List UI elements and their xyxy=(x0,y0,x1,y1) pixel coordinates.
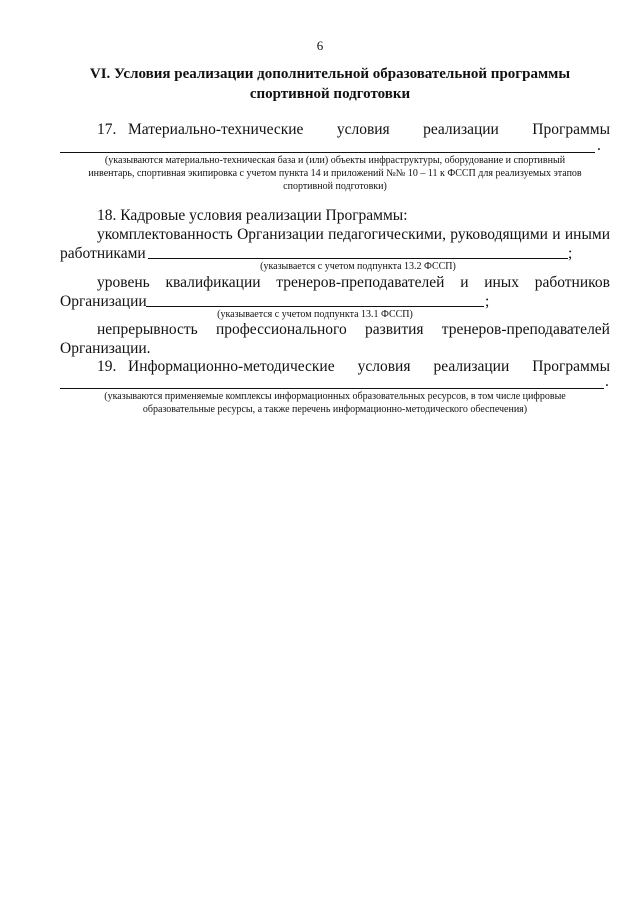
section-title-line2: спортивной подготовки xyxy=(249,86,411,102)
staffing-word: и xyxy=(552,226,561,243)
qualification-blank-line[interactable] xyxy=(146,306,484,307)
qualification-word: тренеров-преподавателей xyxy=(276,274,445,291)
continuity-word: профессионального xyxy=(215,321,347,338)
qualification-word: уровень xyxy=(97,274,150,291)
continuity-end: Организации. xyxy=(60,340,151,357)
section-title-line1: VI. Условия реализации дополнительной образовательной программы xyxy=(89,66,571,82)
staffing-word: руководящими xyxy=(450,226,548,243)
staffing-cont: работниками xyxy=(60,245,146,262)
item17-note-line3: спортивной подготовки) xyxy=(283,181,387,192)
item19-word: условия xyxy=(357,358,411,375)
staffing-word: иными xyxy=(564,226,610,243)
item17-blank-line[interactable] xyxy=(60,152,595,153)
item19-note-line1: (указываются применяемые комплексы информационных образовательных ресурсов, в том числе цифровые xyxy=(104,391,566,402)
item17-line xyxy=(128,120,610,140)
qualification-note: (указывается с учетом подпункта 13.1 ФССП) xyxy=(217,309,413,320)
qualification-word: иных xyxy=(484,274,519,291)
item19-word: Информационно-методические xyxy=(128,358,335,375)
item17-number: 17. xyxy=(97,121,117,138)
item17-word: Материально-технические xyxy=(128,121,304,138)
item17-word: реализации xyxy=(423,121,499,138)
item19-line xyxy=(128,357,610,377)
page-number: 6 xyxy=(316,38,324,53)
item19-end: . xyxy=(605,373,609,390)
item19-word: реализации xyxy=(433,358,510,375)
continuity-line xyxy=(97,320,610,340)
staffing-word: педагогическими, xyxy=(328,226,446,243)
staffing-line xyxy=(97,225,610,245)
item17-end: . xyxy=(597,137,601,154)
continuity-word: непрерывность xyxy=(97,321,198,338)
qualification-word: и xyxy=(460,274,469,291)
item17-word: Программы xyxy=(532,121,610,138)
qualification-cont: Организации xyxy=(60,293,147,310)
qualification-end: ; xyxy=(485,293,490,310)
continuity-word: развития xyxy=(364,321,424,338)
item19-number: 19. xyxy=(97,358,117,375)
staffing-word: Организации xyxy=(237,226,324,243)
staffing-note: (указывается с учетом подпункта 13.2 ФССП) xyxy=(260,261,456,272)
qualification-word: работников xyxy=(534,274,610,291)
staffing-word: укомплектованность xyxy=(97,226,233,243)
item18-heading: 18. Кадровые условия реализации Программы: xyxy=(97,207,408,224)
staffing-blank-line[interactable] xyxy=(148,258,568,259)
continuity-word: тренеров-преподавателей xyxy=(441,321,610,338)
item17-note-line2: инвентарь, спортивная экипировка с учетом пункта 14 и приложений №№ 10 – 11 к ФССП для реализуемых этапов xyxy=(88,168,582,179)
item19-note-line2: образовательные ресурсы, а также перечень информационно-методического обеспечения) xyxy=(142,404,528,415)
item17-note-line1: (указываются материально-техническая база и (или) объекты инфраструктуры, оборудование и спортивный xyxy=(104,155,566,166)
staffing-end: ; xyxy=(568,245,573,262)
qualification-word: квалификации xyxy=(165,274,261,291)
item17-word: условия xyxy=(336,121,390,138)
item19-word: Программы xyxy=(532,358,610,375)
qualification-line xyxy=(97,273,610,293)
item19-blank-line[interactable] xyxy=(60,388,604,389)
